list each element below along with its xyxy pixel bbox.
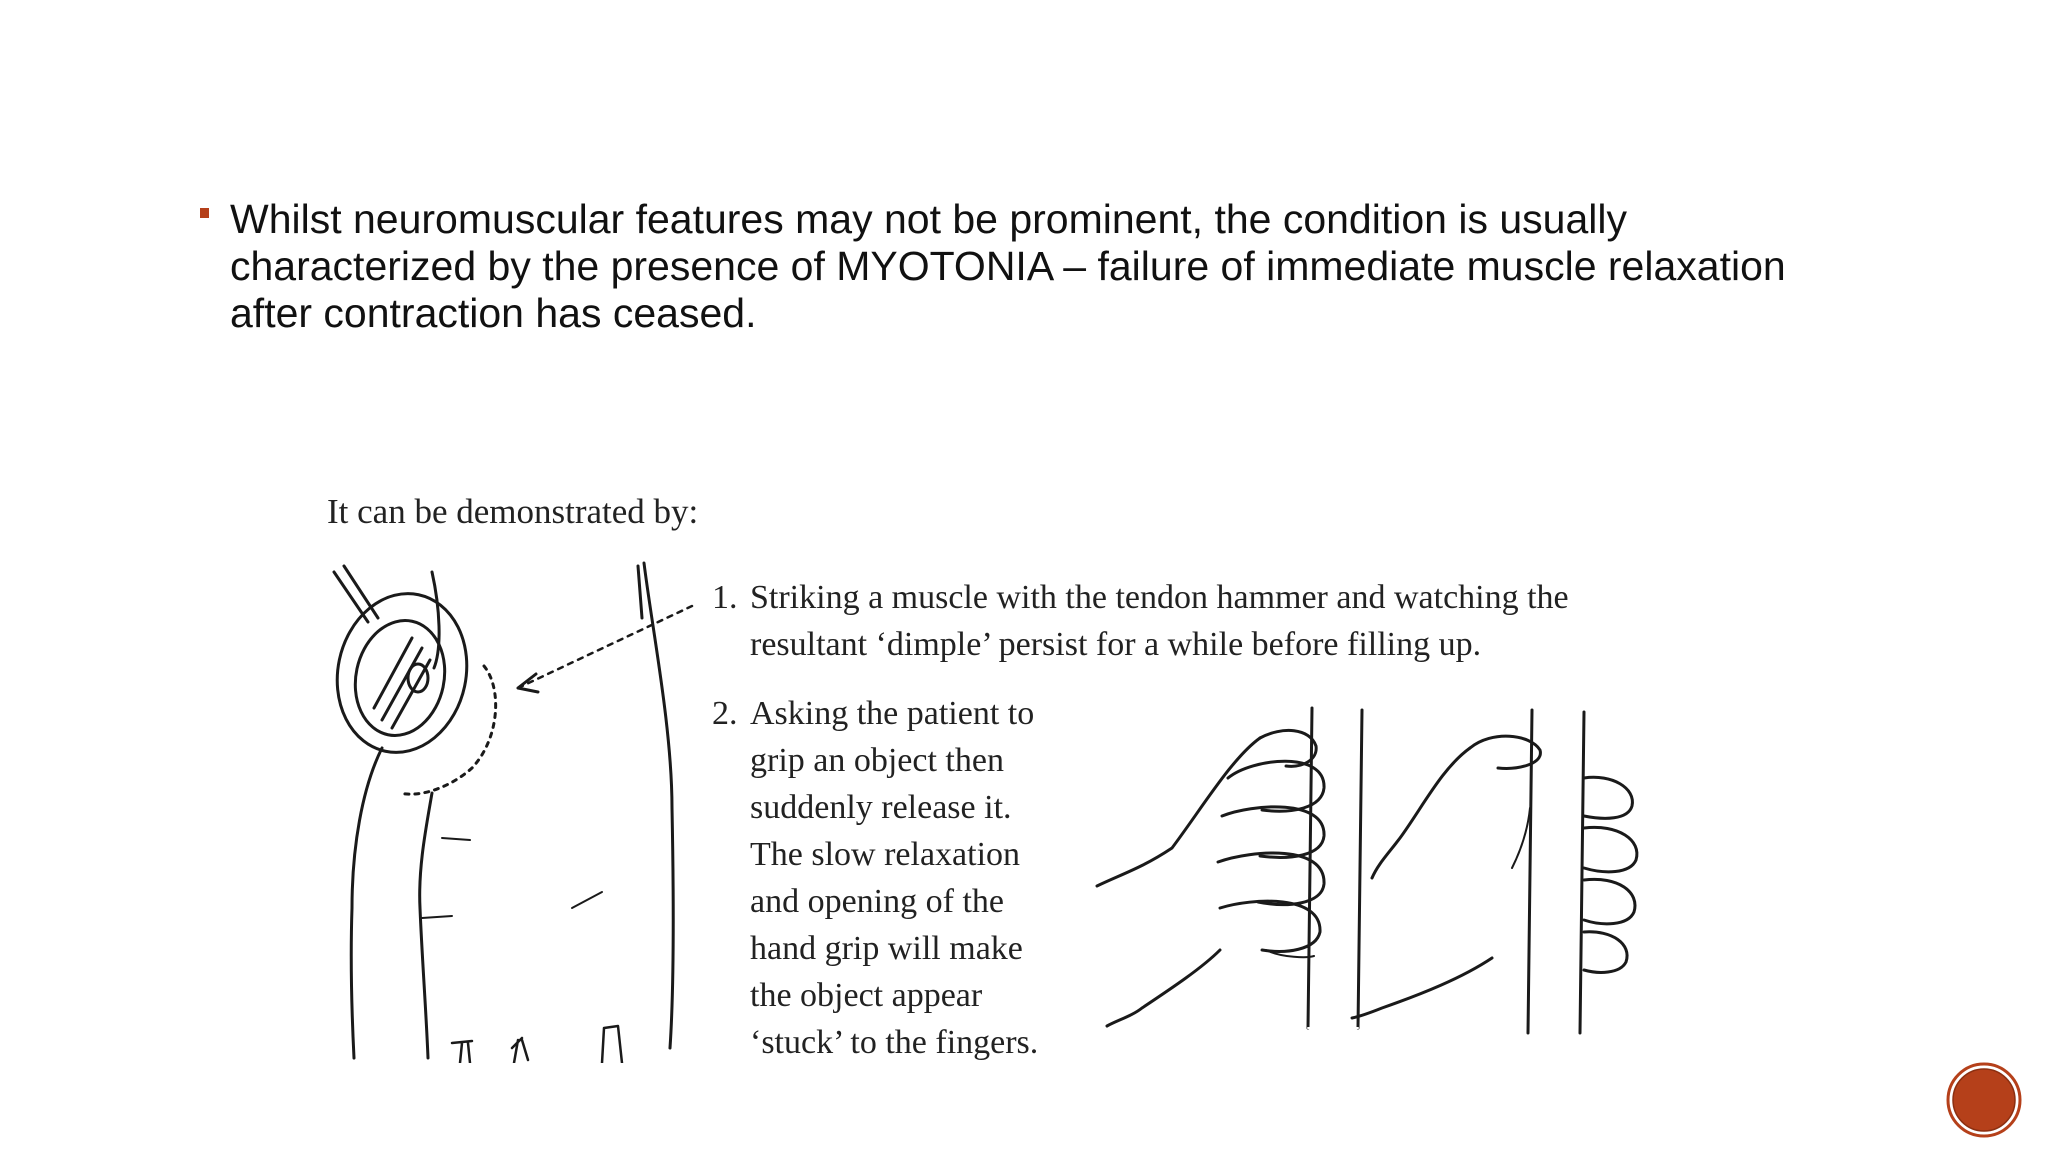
item-1-number: 1. (712, 579, 738, 616)
item-2-text: Asking the patient to grip an object then suddenly release it. The slow relaxation and opening of the hand grip will make the object appear ‘stuck’ to the fingers. (750, 695, 1039, 1061)
bullet-marker (200, 208, 209, 218)
gripping-hand-drawing (1097, 708, 1362, 1028)
figure-caption: It can be demonstrated by: (327, 492, 699, 531)
arm-hammer-drawing (323, 563, 692, 1063)
item-2-number: 2. (712, 695, 738, 732)
item-1-text: Striking a muscle with the tendon hammer and watching the resultant ‘dimple’ persist for a while before filling up. (750, 579, 1569, 663)
slide-number-badge (1946, 1062, 2022, 1138)
bullet-text: Whilst neuromuscular features may not be prominent, the condition is usually characterized by the presence of MYOTONIA – failure of immediate muscle relaxation after contraction has ceased. (230, 196, 1786, 336)
releasing-hand-drawing (1352, 710, 1637, 1033)
myotonia-figure (322, 488, 1652, 1063)
